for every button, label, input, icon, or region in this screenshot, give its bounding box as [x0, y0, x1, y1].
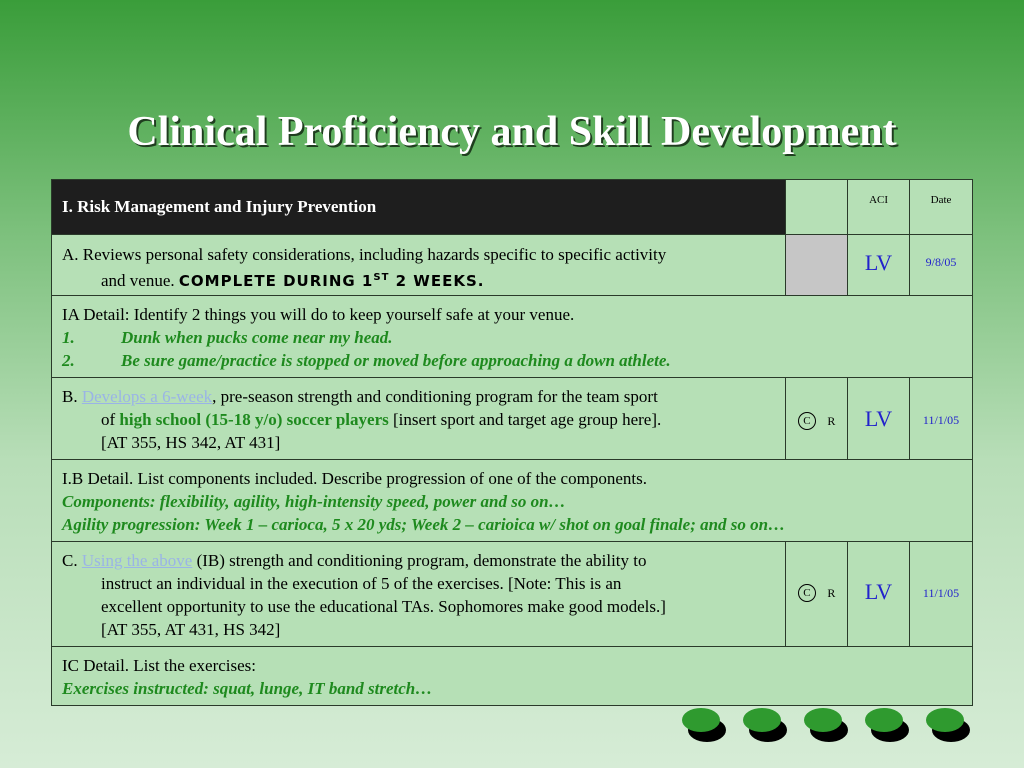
- row-b-date: 11/1/05: [910, 378, 973, 460]
- row-c-text-cell: [52, 542, 786, 647]
- section-header: I. Risk Management and Injury Prevention: [52, 180, 786, 235]
- decorative-dot-icon: [804, 708, 844, 738]
- proficiency-table: [51, 179, 973, 706]
- row-a-text1: A. Reviews personal safety considerations, including hazards specific to specific activity: [62, 245, 667, 264]
- row-c-cr-cell: [786, 542, 848, 647]
- decorative-dot-icon: [682, 708, 722, 738]
- detail-b-line-3: Agility progression: Week 1 – carioca, 5 x 20 yds; Week 2 – carioica w/ shot on goal finale; and so on…: [62, 515, 786, 534]
- row-c-text4: [AT 355, AT 431, HS 342]: [101, 620, 281, 639]
- decorative-dot-icon: [865, 708, 905, 738]
- table-row-a: [52, 235, 973, 296]
- table-row-detail-b: [52, 460, 973, 542]
- detail-b-cell: [52, 460, 973, 542]
- row-b-c-checkbox[interactable]: C: [798, 412, 816, 430]
- table-row-detail-c: [52, 647, 973, 706]
- header-blank-cell: [786, 180, 848, 235]
- row-c-text2: instruct an individual in the execution of 5 of the exercises. [Note: This is an: [101, 574, 622, 593]
- decorative-dots: [682, 708, 982, 748]
- row-c-text1: (IB) strength and conditioning program, demonstrate the ability to: [192, 551, 647, 570]
- detail-c-line-2: Exercises instructed: squat, lunge, IT band stretch…: [62, 679, 433, 698]
- decorative-dot-icon: [926, 708, 966, 738]
- row-a-aci: LV: [848, 235, 910, 296]
- row-a-complete-note: COMPLETE DURING 1ST 2 WEEKS.: [178, 272, 485, 290]
- date-header: Date: [910, 180, 973, 235]
- detail-a-cell: [52, 296, 973, 378]
- detail-a-text: IA Detail: Identify 2 things you will do to keep yourself safe at your venue.: [62, 305, 575, 324]
- row-b-aci: LV: [848, 378, 910, 460]
- row-b-link[interactable]: Develops a 6-week: [81, 387, 213, 406]
- row-c-date: 11/1/05: [910, 542, 973, 647]
- row-c-aci: LV: [848, 542, 910, 647]
- row-c-text3: excellent opportunity to use the educational TAs. Sophomores make good models.]: [101, 597, 666, 616]
- detail-a-item-2: 2. Be sure game/practice is stopped or moved before approaching a down athlete.: [62, 351, 671, 370]
- row-b-r-checkbox[interactable]: R: [827, 413, 836, 428]
- row-a-text2: and venue.: [101, 271, 175, 290]
- row-a-gray-cell: [786, 235, 848, 296]
- table-row-c: [52, 542, 973, 647]
- row-b-prefix: B.: [62, 387, 78, 406]
- aci-header: ACI: [848, 180, 910, 235]
- row-a-date: 9/8/05: [910, 235, 973, 296]
- row-c-r-checkbox[interactable]: R: [827, 585, 836, 600]
- row-c-c-checkbox[interactable]: C: [798, 584, 816, 602]
- detail-b-text: I.B Detail. List components included. Describe progression of one of the components.: [62, 469, 647, 488]
- table-row-b: [52, 378, 973, 460]
- detail-c-text: IC Detail. List the exercises:: [62, 656, 257, 675]
- row-b-text3: [AT 355, HS 342, AT 431]: [101, 433, 281, 452]
- detail-a-item-1: 1. Dunk when pucks come near my head.: [62, 328, 393, 347]
- decorative-dot-icon: [743, 708, 783, 738]
- row-c-prefix: C.: [62, 551, 78, 570]
- detail-c-cell: [52, 647, 973, 706]
- row-b-text2: [insert sport and target age group here].: [388, 410, 662, 429]
- row-b-text-cell: [52, 378, 786, 460]
- detail-b-line-2: Components: flexibility, agility, high-intensity speed, power and so on…: [62, 492, 566, 511]
- row-a-text-cell: [52, 235, 786, 296]
- table-row-detail-a: [52, 296, 973, 378]
- row-c-link[interactable]: Using the above: [81, 551, 193, 570]
- row-b-cr-cell: [786, 378, 848, 460]
- row-b-of: of: [101, 410, 116, 429]
- slide-title: Clinical Proficiency and Skill Development: [127, 109, 897, 155]
- row-b-highlight: high school (15-18 y/o) soccer players: [119, 410, 389, 429]
- row-b-text1: , pre-season strength and conditioning program for the team sport: [212, 387, 658, 406]
- table-header-row: [52, 180, 973, 235]
